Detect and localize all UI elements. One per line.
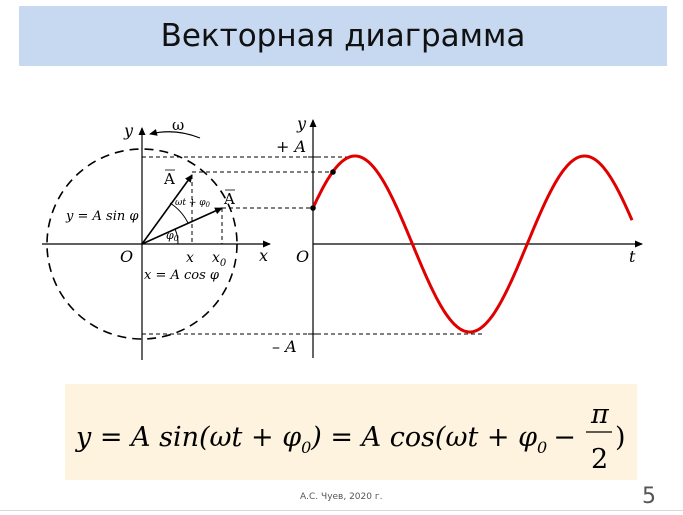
footer-text: А.С. Чуев, 2020 г. (300, 492, 383, 502)
phasor-y-label: y (124, 121, 134, 140)
phase-sub: 0 (205, 201, 210, 209)
phi0-label (166, 229, 179, 243)
graph-origin-label: O (296, 247, 310, 266)
formula-denominator: 2 (591, 444, 609, 475)
phase-main: ωt + φ (175, 198, 206, 208)
phasor-x-label: x (259, 246, 269, 265)
phi0-sub: 0 (173, 234, 179, 243)
formula-sub1: 0 (301, 438, 312, 457)
y-eq-label: y = A sin φ (66, 209, 139, 224)
x-eq-label: x = A cos φ (144, 268, 220, 283)
x-mark-label: x (186, 250, 194, 266)
graph-y-label: y (297, 114, 307, 133)
x0-mark-main: x (212, 250, 220, 266)
guide-lines (142, 157, 482, 334)
phase-label (175, 198, 211, 209)
formula-numerator: π (591, 399, 609, 430)
point-a0 (310, 205, 316, 211)
point-a (330, 169, 336, 175)
slide-title: Векторная диаграмма (160, 18, 526, 54)
formula-sub2: 0 (537, 438, 548, 457)
bottom-rule (0, 510, 683, 511)
omega-label: ω (172, 116, 185, 134)
vector-overarrows (165, 170, 235, 190)
phasor-diagram (42, 128, 270, 360)
minus-a-label: – A (272, 337, 297, 356)
formula-close: ) (615, 422, 626, 453)
vector-a0-label: A (224, 190, 235, 208)
formula-main (75, 422, 576, 457)
phi0-main: φ (166, 229, 174, 242)
graph-t-label: t (629, 247, 636, 266)
formula-lhs: y = A sin(ωt + φ (76, 422, 302, 453)
page-number: 5 (642, 484, 656, 509)
x0-mark-label (212, 250, 227, 269)
plus-a-label: + A (276, 137, 307, 156)
sine-graph (308, 120, 642, 358)
formula-minus: − (553, 422, 576, 453)
formula-mid: ) = A cos(ωt + φ (311, 422, 538, 453)
phasor-origin-label: O (120, 247, 134, 266)
x0-mark-sub: 0 (219, 258, 227, 269)
vector-a-label: A (164, 170, 175, 188)
